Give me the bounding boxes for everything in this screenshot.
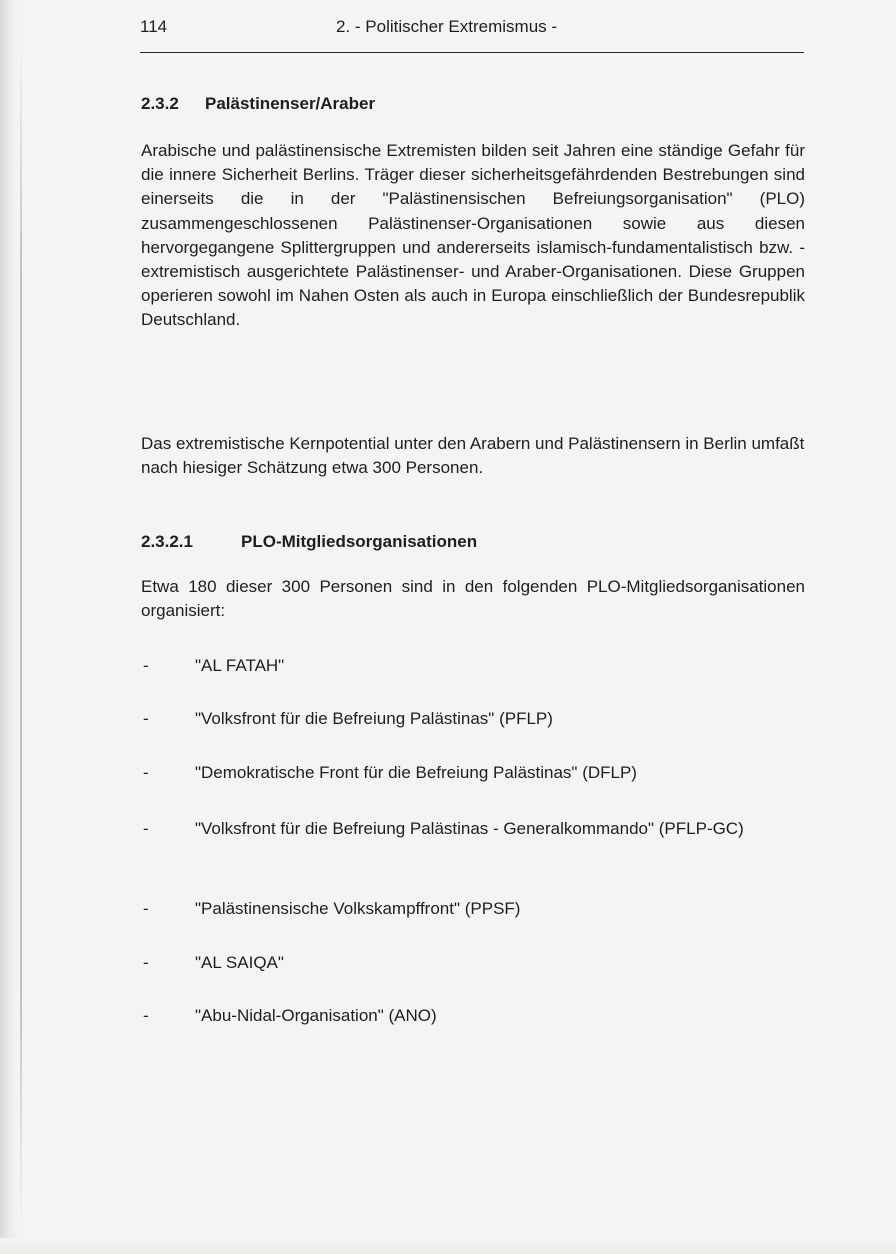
list-item [141,1004,805,1028]
list-item [141,707,805,731]
page-header [140,17,804,43]
binding-line [20,40,22,1230]
paragraph-potential: Das extremistische Kernpotential unter den Arabern und Palästinensern in Berlin umfaßt nach hiesiger Schätzung etwa 300 Personen. [141,434,805,478]
list-item [141,761,805,785]
list-dash: - [143,656,149,675]
section-heading-2-3-2-1 [141,532,477,552]
list-dash: - [143,763,149,782]
header-rule [140,52,804,53]
list-item-text: "AL SAIQA" [195,953,284,972]
section-number: 2.3.2 [141,94,179,113]
list-dash: - [143,1006,149,1025]
page-edge-shadow [0,0,18,1254]
list-item [141,654,805,678]
list-dash: - [143,953,149,972]
paragraph-member-orgs: Etwa 180 dieser 300 Personen sind in den folgenden PLO-Mitgliedsorganisationen organisiert: [141,577,805,621]
list-item [141,897,805,921]
list-item [141,951,805,975]
list-item [141,817,805,841]
list-item-text: "AL FATAH" [195,656,285,675]
list-dash: - [143,899,149,918]
running-title: 2. - Politischer Extremismus - [336,17,558,36]
section-heading-2-3-2 [141,94,375,114]
list-item-text: "Volksfront für die Befreiung Palästinas" (PFLP) [195,709,553,728]
subsection-title: PLO-Mitgliedsorganisationen [241,532,478,551]
page-number: 114 [140,17,168,36]
list-item-text: "Palästinensische Volkskampffront" (PPSF) [195,899,521,918]
section-title: Palästinenser/Araber [205,94,376,113]
paragraph-extremists: Arabische und palästinensische Extremisten bilden seit Jahren eine ständige Gefahr für die innere Sicherheit Berlins. Träger dieser sicherheitsgefährdenden Bestrebungen sind einerseits die in der "Palästinensischen Befreiungsorganisation" (PLO) zusammengeschlossenen Palästinenser-Organisationen sowie aus diesen hervorgegangene Splittergruppen und andererseits islamisch-fundamentalistisch bzw. - extremistisch ausgerichtete Palästinenser- und Araber-Organisationen. Diese Gruppen operieren sowohl im Nahen Osten als auch in Europa einschließlich der Bundesrepublik Deutschland. [141,141,805,330]
page-bottom-edge [0,1238,896,1254]
list-dash: - [143,819,149,838]
list-item-text: "Demokratische Front für die Befreiung Palästinas" (DFLP) [195,763,637,782]
subsection-number: 2.3.2.1 [141,532,193,551]
list-item-text: "Volksfront für die Befreiung Palästinas - Generalkommando" (PFLP-GC) [195,819,744,838]
list-item-text: "Abu-Nidal-Organisation" (ANO) [195,1006,437,1025]
list-dash: - [143,709,149,728]
